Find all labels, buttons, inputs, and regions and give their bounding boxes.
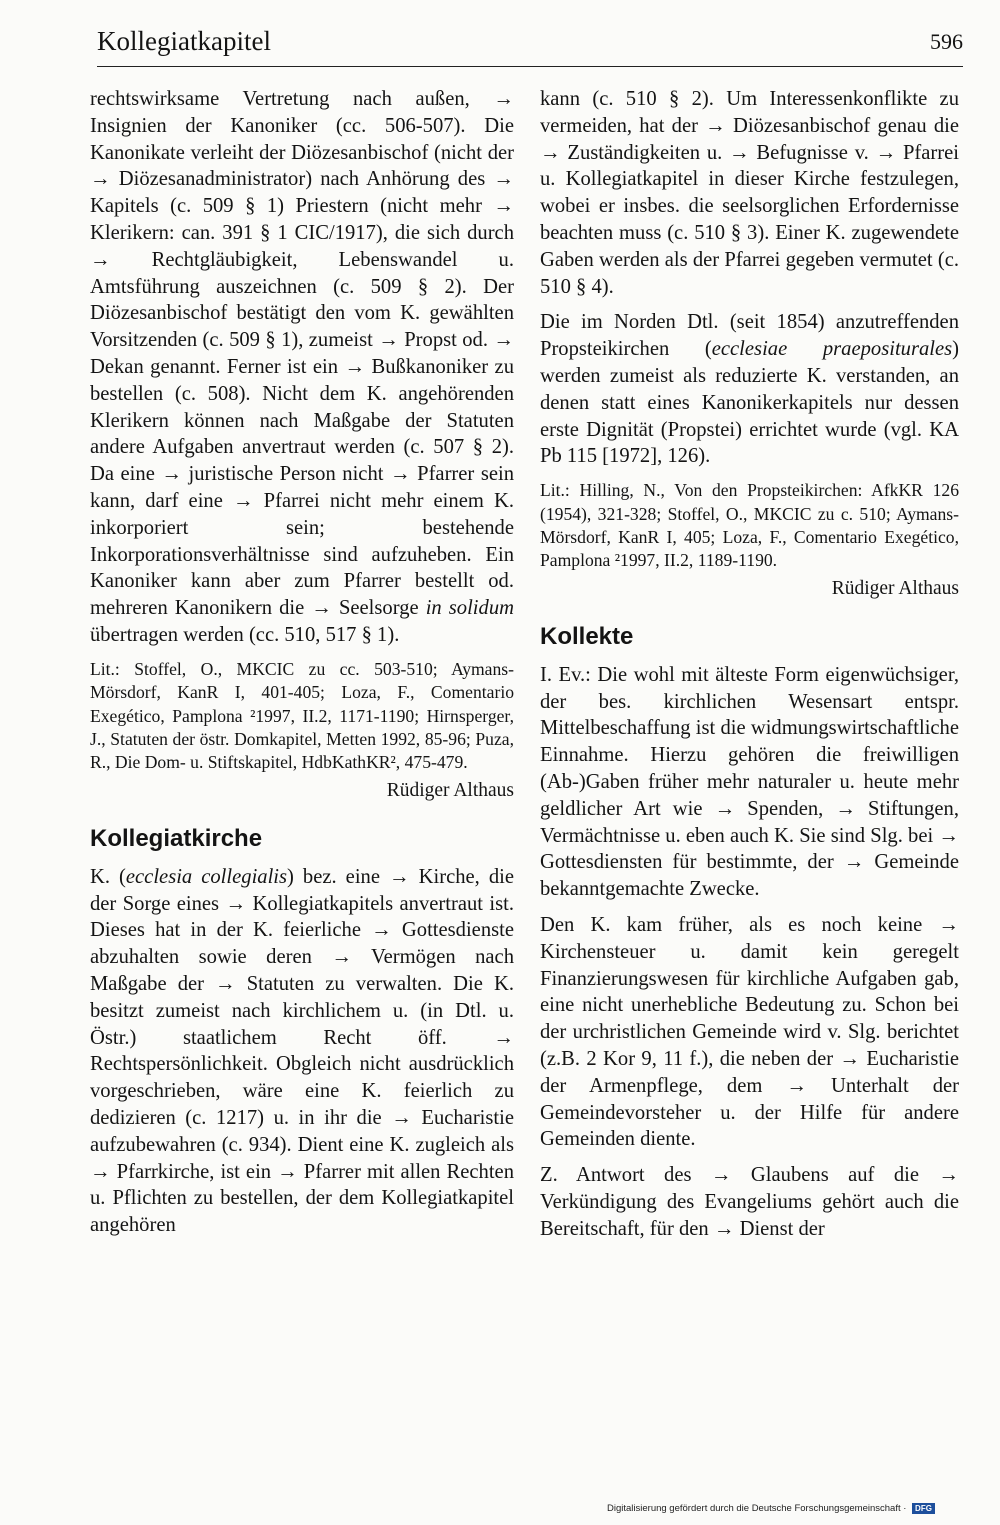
paragraph-kollekte-2: Den K. kam früher, als es noch keine → Kirchensteuer u. damit kein geregelt Finanzierungswesen für kirchliche Aufgaben gab, eine nicht unerhebliche Bedeutung zu. Schon bei der urchristlichen Gemeinde wird v. Slg. berichtet (z.B. 2 Kor 9, 11 f.), die neben der → Eucharistie der Armenpflege, dem → Unterhalt der Gemeindevorsteher u. der Hilfe für andere Gemeinden diente. <box>540 913 959 1151</box>
digitization-credit <box>607 1503 935 1514</box>
left-column <box>90 86 514 1248</box>
running-title: Kollegiatkapitel <box>97 26 271 56</box>
paragraph-text: ) werden zumeist als reduzierte K. verstanden, an denen statt eines Kanonikerkapitels nur dessen erste Dignität (Propstei) errichtet wurde (vgl. KA Pb 115 [1972], 126). <box>540 338 960 468</box>
author-signature: Rüdiger Althaus <box>386 779 514 801</box>
paragraph-kollegiatkirche-continued: kann (c. 510 § 2). Um Interessenkonflikte zu vermeiden, hat der → Diözesanbischof genau die → Zuständigkeiten u. → Befugnisse v. → Pfarrei u. Kollegiatkapitel in dieser Kirche festzulegen, wobei er insbes. die seelsorglichen Erfordernisse beachten muss (c. 510 § 3). Einer K. zugewendete Gaben werden als der Pfarrei gegeben vermutet (c. 510 § 4). <box>540 88 959 298</box>
dfg-logo: DFG <box>912 1503 935 1514</box>
paragraph-kollekte-1: I. Ev.: Die wohl mit älteste Form eigenwüchsiger, der bes. kirchlichen Wesensart entspr. Mittelbeschaffung ist die widmungswirtschaftliche Einnahme. Hierzu gehören die freiwilligen (Ab-)Gaben früher mehr naturaler u. heute mehr geldlicher Art wie → Spenden, → Stiftungen, Vermächtnisse u. eben auch K. Sie sind Slg. bei → Gottesdiensten für bestimmte, der → Gemeinde bekanntgemachte Zwecke. <box>540 663 959 901</box>
italic-term: in solidum <box>425 597 514 620</box>
running-header <box>97 26 963 67</box>
italic-term: ecclesia collegialis <box>125 865 288 888</box>
credit-text: Digitalisierung gefördert durch die Deutsche Forschungsgemeinschaft · <box>607 1503 907 1514</box>
paragraph-text: K. ( <box>90 865 126 888</box>
paragraph-text: Die im Norden Dtl. (seit 1854) anzutreffenden Propsteikirchen ( <box>540 311 959 361</box>
entry-heading-kollekte: Kollekte <box>540 622 634 650</box>
paragraph-kollekte-3: Z. Antwort des → Glaubens auf die → Verkündigung des Evangeliums gehört auch die Bereitschaft, für den → Dienst der <box>540 1164 959 1240</box>
paragraph-propsteikirchen <box>540 309 959 470</box>
author-signature: Rüdiger Althaus <box>831 577 959 599</box>
paragraph-text: übertragen werden (cc. 510, 517 § 1). <box>90 623 400 646</box>
paragraph-kapitel-continued <box>90 86 514 649</box>
paragraph-text: ) bez. eine → Kirche, die der Sorge eines → Kollegiatkapitels anvertraut ist. Dieses hat in der K. feierliche → Gottesdienste abzuhalten sowie deren → Vermögen nach Maßgabe der → Statuten zu verwalten. Die K. besitzt zumeist nach kirchlichem u. (in Dtl. u. Östr.) staatlichem Recht öff. → Rechtspersönlichkeit. Obgleich nicht ausdrücklich vorgeschrieben, wäre eine K. feierlich zu dedizieren (c. 1217) u. in ihr die → Eucharistie aufzubewahren (c. 934). Dient eine K. zugleich als → Pfarrkirche, ist ein → Pfarrer mit allen Rechten u. Pflichten zu bestellen, der dem Kollegiatkapitel angehören <box>90 865 514 1237</box>
paragraph-kollegiatkirche <box>90 864 514 1239</box>
paragraph-text: rechtswirksame Vertretung nach außen, → Insignien der Kanoniker (cc. 506-507). Die Kanonikate verleiht der Diözesanbischof (nicht der → Diözesanadministrator) nach Anhörung des → Kapitels (c. 509 § 1) Priestern (nicht mehr → Klerikern: can. 391 § 1 CIC/1917), die sich durch → Rechtgläubigkeit, Lebenswandel u. Amtsführung auszeichnen (c. 509 § 2). Der Diözesanbischof bestätigt den vom K. gewählten Vorsitzenden (c. 509 § 1), zumeist → Propst od. → Dekan genannt. Ferner ist ein → Bußkanoniker zu bestellen (c. 508). Nicht dem K. angehörenden Klerikern können nach Maßgabe der Statuten andere Aufgaben anvertraut werden (c. 507 § 2). Da eine → juristische Person nicht → Pfarrer sein kann, darf eine → Pfarrei nicht mehr einem K. inkorporiert sein; bestehende Inkorporationsverhältnisse sind aufzuheben. Ein Kanoniker kann aber zum Pfarrer bestellt od. mehreren Kanonikern die → Seelsorge <box>90 88 514 620</box>
page-number: 596 <box>930 29 963 54</box>
right-column <box>540 86 959 1252</box>
literature-list: Lit.: Hilling, N., Von den Propsteikirchen: AfkKR 126 (1954), 321-328; Stoffel, O., MKCIC zu c. 510; Aymans-Mörsdorf, KanR I, 405; Loza, F., Comentario Exegético, Pamplona ²1997, II.2, 1189-1190. <box>540 480 959 571</box>
entry-heading-kollegiatkirche: Kollegiatkirche <box>90 824 263 852</box>
italic-term: ecclesiae praepositurales <box>711 338 953 361</box>
literature-list: Lit.: Stoffel, O., MKCIC zu cc. 503-510; Aymans-Mörsdorf, KanR I, 401-405; Loza, F., Comentario Exegético, Pamplona ²1997, II.2, 1171-1190; Hirnsperger, J., Statuten der östr. Domkapitel, Metten 1992, 85-96; Puza, R., Die Dom- u. Stiftskapitel, HdbKathKR², 475-479. <box>90 658 514 773</box>
